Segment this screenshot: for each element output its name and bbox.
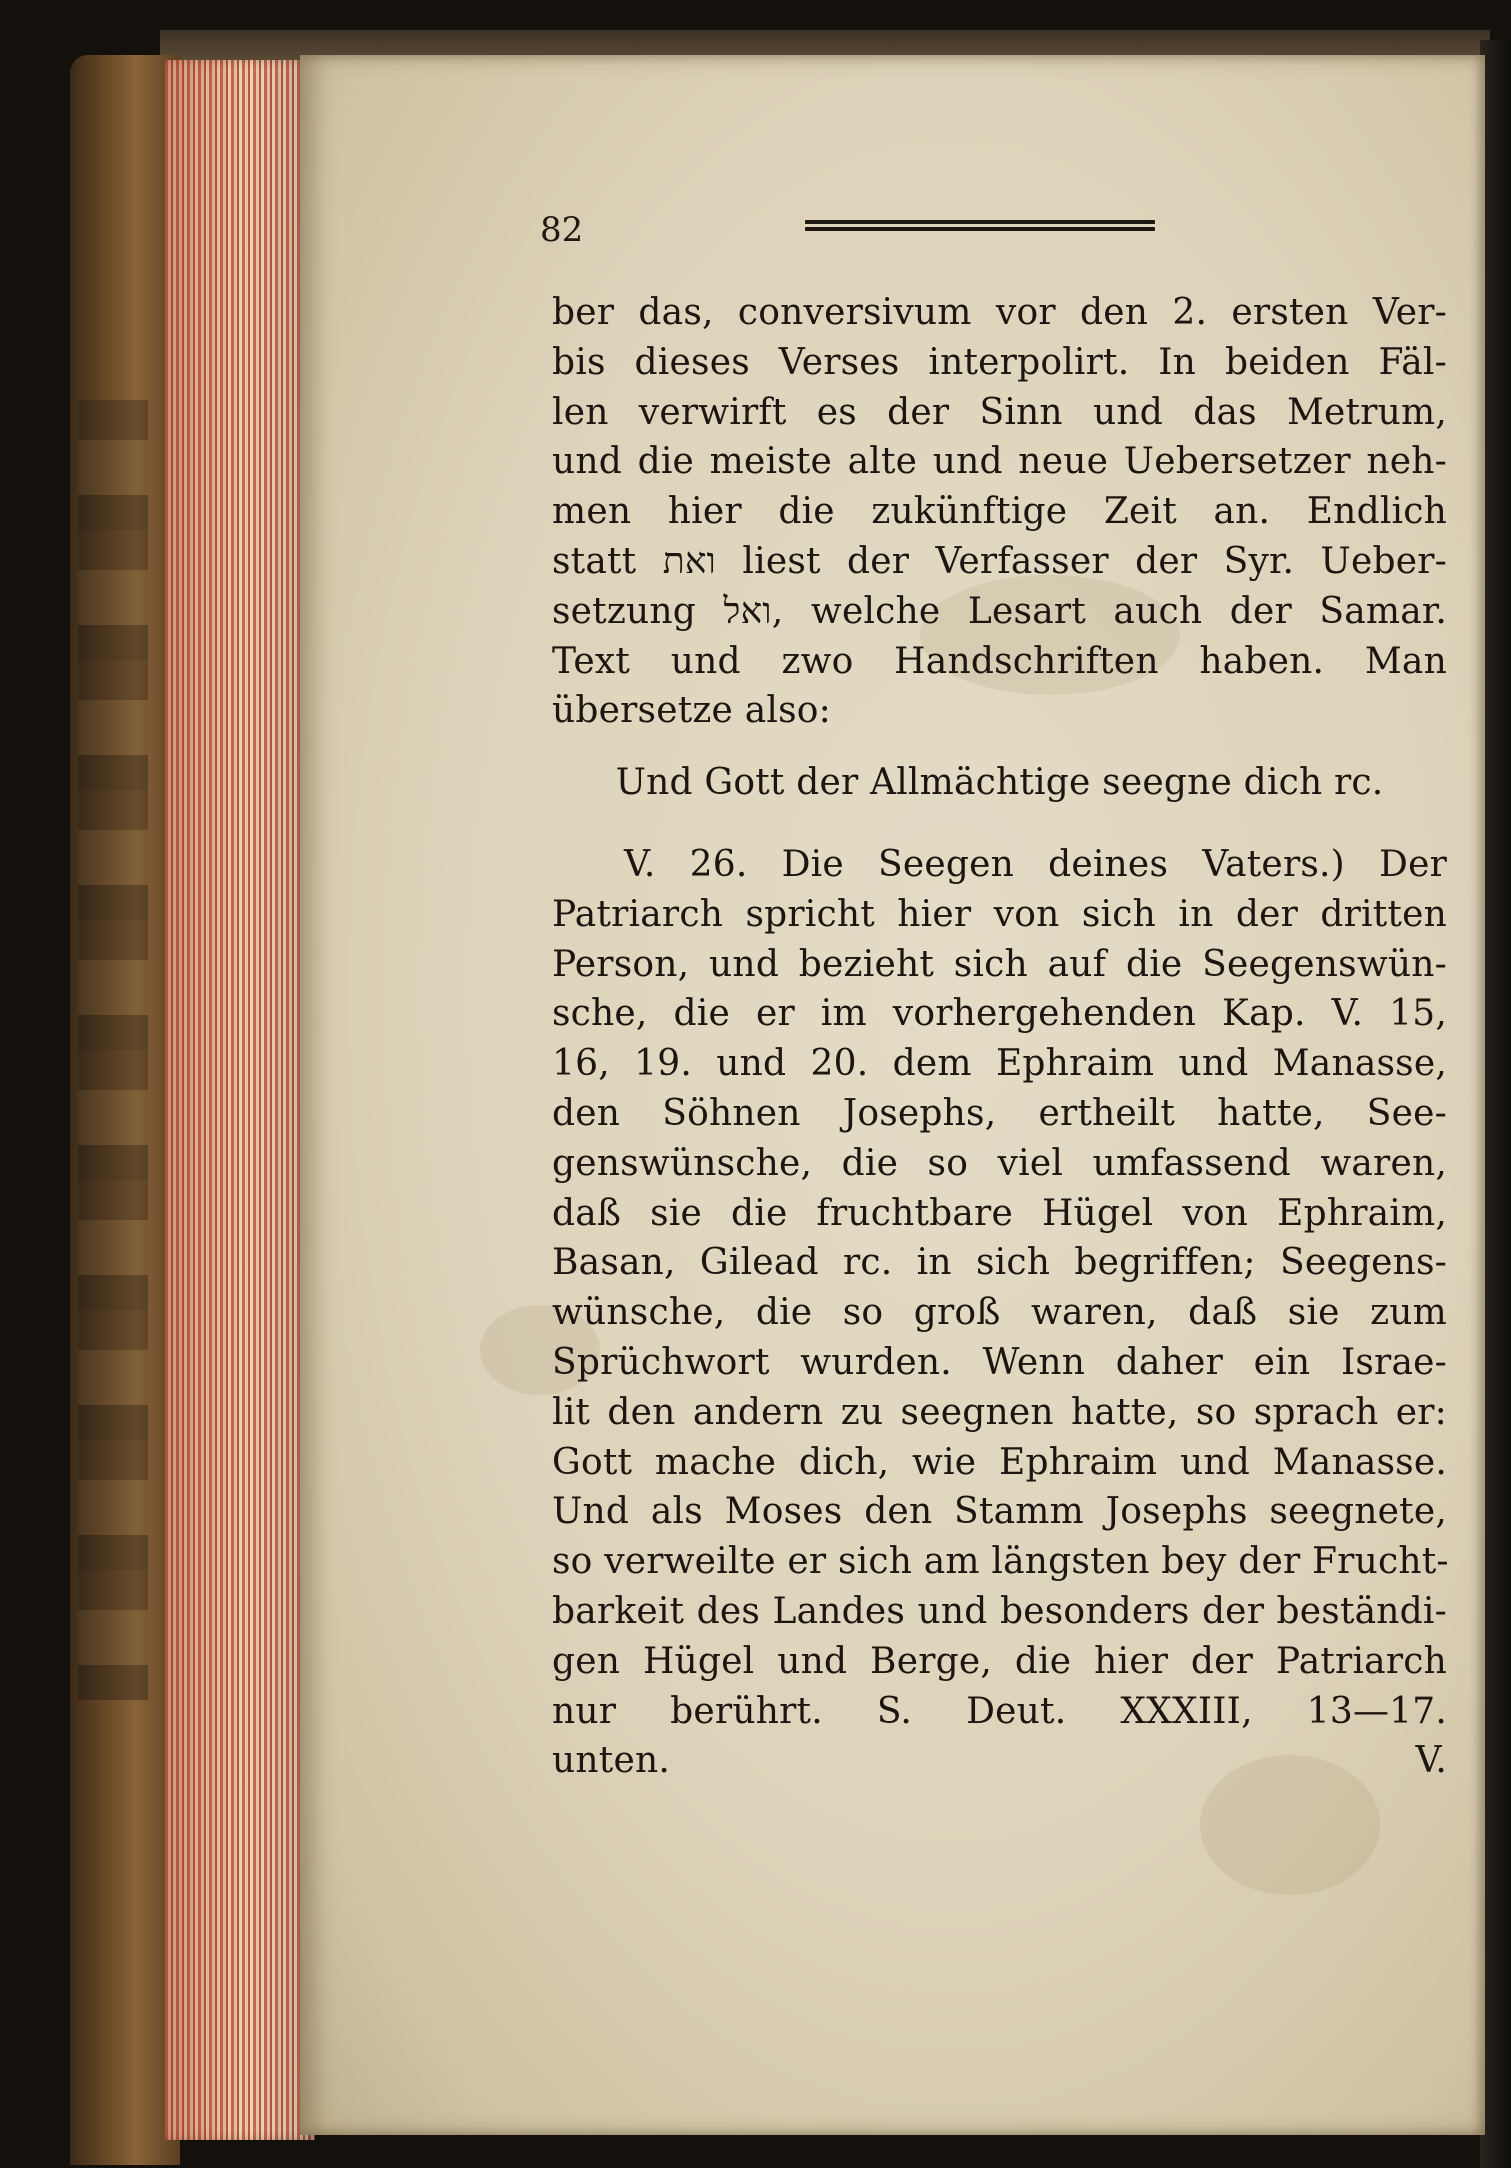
cover-texture xyxy=(78,400,148,1700)
text-line: nur berührt. S. Deut. XXXIII, 13—17. xyxy=(552,1690,1447,1732)
text-line: Person, und bezieht sich auf die Seegenswün- xyxy=(552,943,1447,985)
text-line: statt ואת liest der Verfasser der Syr. Ueber- xyxy=(552,540,1447,582)
text-line: und die meiste alte und neue Uebersetzer neh- xyxy=(552,441,1447,483)
text-line: len verwirft es der Sinn und das Metrum, xyxy=(552,391,1447,433)
catchword: V. xyxy=(1415,1740,1447,1782)
header-rule xyxy=(805,220,1155,238)
text-line: den Söhnen Josephs, ertheilt hatte, See- xyxy=(552,1092,1447,1134)
text-line: lit den andern zu seegnen hatte, so sprach er: xyxy=(552,1391,1447,1433)
text-line: setzung ואל, welche Lesart auch der Samar. xyxy=(552,590,1447,632)
final-line xyxy=(552,1736,1447,1786)
text-line: daß sie die fruchtbare Hügel von Ephraim, xyxy=(552,1192,1447,1234)
text-line: Sprüchwort wurden. Wenn daher ein Israe- xyxy=(552,1341,1447,1383)
page-header xyxy=(540,210,1160,260)
body-text xyxy=(552,288,1447,1786)
text-line: sche, die er im vorhergehenden Kap. V. 15, xyxy=(552,993,1447,1035)
text-line: wünsche, die so groß waren, daß sie zum xyxy=(552,1292,1447,1334)
text-line: ber das, conversivum vor den 2. ersten Ver- xyxy=(552,292,1447,333)
page-edges-shade xyxy=(165,60,315,2140)
quote-line: Und Gott der Allmächtige seegne dich rc. xyxy=(615,762,1384,804)
text-line: Gott mache dich, wie Ephraim und Manasse. xyxy=(552,1441,1447,1483)
text-line: Patriarch spricht hier von sich in der dritten xyxy=(552,893,1447,935)
text-line: bis dieses Verses interpolirt. In beiden Fäl- xyxy=(552,341,1447,383)
text-line: Text und zwo Handschriften haben. Man xyxy=(552,640,1447,682)
text-line: Basan, Gilead rc. in sich begriffen; Seegens- xyxy=(552,1242,1447,1284)
page-number: 82 xyxy=(540,210,584,250)
text-line: so verweilte er sich am längsten bey der Frucht- xyxy=(552,1541,1449,1583)
text-line: übersetze also: xyxy=(552,690,831,732)
text-line: V. 26. Die Seegen deines Vaters.) Der xyxy=(624,843,1447,885)
text-line: Und als Moses den Stamm Josephs seegnete, xyxy=(552,1491,1447,1533)
text-line: genswünsche, die so viel umfassend waren, xyxy=(552,1142,1447,1184)
text-line: 16, 19. und 20. dem Ephraim und Manasse, xyxy=(552,1043,1447,1085)
text-line: barkeit des Landes und besonders der beständi- xyxy=(552,1590,1447,1632)
text-line-end: unten. xyxy=(552,1740,670,1782)
text-line: gen Hügel und Berge, die hier der Patriarch xyxy=(552,1640,1447,1682)
text-line: men hier die zukünftige Zeit an. Endlich xyxy=(552,491,1447,533)
